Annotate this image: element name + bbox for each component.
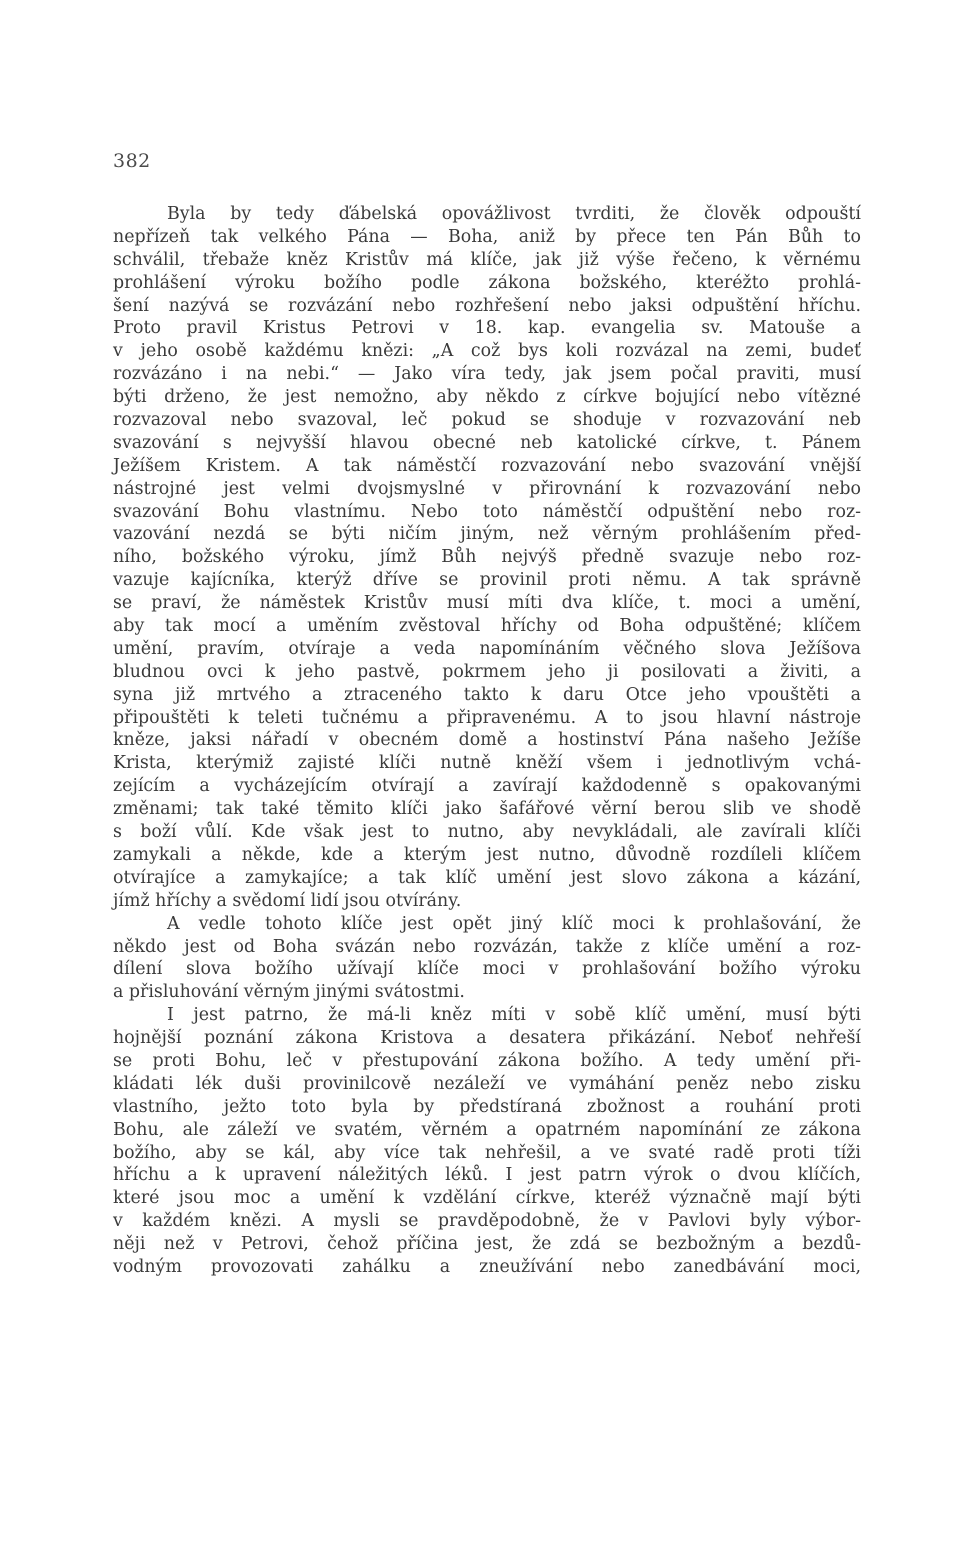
text-line: nepřízeň tak velkého Pána — Boha, aniž by přece ten Pán Bůh to <box>113 226 861 247</box>
text-line: vazuje kajícníka, kterýž dříve se provinil proti němu. A tak správně <box>113 570 861 591</box>
text-line: Proto pravil Kristus Petrovi v 18. kap. evangelia sv. Matouše a <box>113 318 861 339</box>
text-line: hříchu a k upravení náležitých léků. I jest patrn výrok o dvou klíčích, <box>113 1165 861 1186</box>
text-line: prohlášení výroku božího podle zákona božského, kteréžto prohlá- <box>113 272 861 293</box>
text-line: které jsou moc a umění k vzdělání církve, kteréž význačně mají býti <box>113 1188 861 1209</box>
text-line: rozvázáno i na nebi.“ — Jako víra tedy, jak jsem počal praviti, musí <box>113 364 861 385</box>
paragraph-first-line: I jest patrno, že má-li kněz míti v sobě klíč umění, musí býti <box>167 1005 861 1026</box>
text-line: aby tak mocí a uměním zvěstoval hříchy od Boha odpuštěné; klíčem <box>113 616 861 637</box>
paragraph-first-line: Byla by tedy ďábelská opovážlivost tvrditi, že člověk odpouští <box>167 204 861 224</box>
text-line: v jeho osobě každému knězi: „A což bys koli rozvázal na zemi, budeť <box>113 341 861 362</box>
text-line: s boží vůlí. Kde však jest to nutno, aby nevykládali, ale zavírali klíči <box>113 822 861 843</box>
text-line: se praví, že náměstek Kristův musí míti dva klíče, t. moci a umění, <box>113 593 861 614</box>
text-line: otvírajíce a zamykajíce; a tak klíč umění jest slovo zákona a kázání, <box>113 867 861 888</box>
text-line: připouštěti k teleti tučnému a připravenému. A to jsou hlavní nástroje <box>113 707 861 728</box>
text-line: se proti Bohu, leč v přestupování zákona božího. A tedy umění při- <box>113 1050 861 1071</box>
page-number: 382 <box>113 150 151 172</box>
text-line: ního, božského výroku, jímž Bůh nejvýš předně svazuje nebo roz- <box>113 547 861 568</box>
text-line: kládati lék duši provinilcově nezáleží ve vymáhání peněz nebo zisku <box>113 1073 861 1094</box>
text-line: v každém knězi. A mysli se pravděpodobně, že v Pavlovi byly výbor- <box>113 1211 861 1232</box>
text-line: hojnější poznání zákona Kristova a desatera přikázání. Neboť nehřeší <box>113 1028 861 1049</box>
text-line: a přisluhování věrným jinými svátostmi. <box>113 982 465 1003</box>
text-line: vlastního, ježto toto byla by předstíraná zbožnost a rouhání proti <box>113 1096 861 1117</box>
text-line: změnami; tak také těmito klíči jako šafářové věrní berou slib ve shodě <box>113 799 861 820</box>
text-line: někdo jest od Boha svázán nebo rozvázán, takže z klíče umění a roz- <box>113 936 861 957</box>
text-line: Ježíšem Kristem. A tak náměstčí rozvazování nebo svazování vnější <box>113 455 861 476</box>
paragraph-first-line: A vedle tohoto klíče jest opět jiný klíč moci k prohlašování, že <box>167 913 861 934</box>
text-line: něji než v Petrovi, čehož příčina jest, že zdá se bezbožným a bezdů- <box>113 1234 861 1255</box>
text-line: jímž hříchy a svědomí lidí jsou otvírány. <box>113 890 462 911</box>
text-line: svazování s nejvyšší hlavou obecné neb katolické církve, t. Pánem <box>113 432 861 453</box>
text-line: nástrojné jest velmi dvojsmyslné v přirovnání k rozvazování nebo <box>113 478 861 499</box>
text-line: rozvazoval nebo svazoval, leč pokud se shoduje v rozvazování neb <box>113 410 861 431</box>
text-line: Bohu, ale záleží ve svatém, věrném a opatrném napomínání ze zákona <box>113 1119 861 1140</box>
text-line: umění, pravím, otvíraje a veda napomínáním věčného slova Ježíšova <box>113 638 861 659</box>
text-line: božího, aby se kál, aby více tak nehřešil, a ve svaté radě proti tíži <box>113 1142 861 1163</box>
text-line: kněze, jaksi nářadí v obecném domě a hostinství Pána našeho Ježíše <box>113 730 861 751</box>
text-line: šení nazývá se rozvázání nebo rozhřešení nebo jaksi odpuštění hříchu. <box>113 295 861 316</box>
text-line: vazování nezdá se býti ničím jiným, než věrným prohlášením před- <box>113 524 861 545</box>
body-text <box>113 203 861 1279</box>
text-line: dílení slova božího užívají klíče moci v prohlašování božího výroku <box>113 959 861 980</box>
text-line: syna již mrtvého a ztraceného takto k daru Otce jeho vpouštěti a <box>113 684 861 705</box>
text-line: schválil, třebaže kněz Kristův má klíče, jak již výše řečeno, k věrnému <box>113 249 861 270</box>
text-line: zejícím a vycházejícím otvírají a zavírají každodenně s opakovanými <box>113 776 861 797</box>
text-line: bludnou ovci k jeho pastvě, pokrmem jeho ji posilovati a živiti, a <box>113 661 861 682</box>
text-line: Krista, kterýmiž zajisté klíči nutně kněží všem i jednotlivým vchá- <box>113 753 861 774</box>
text-line: býti drženo, že jest nemožno, aby někdo z církve bojující nebo vítězné <box>113 387 861 408</box>
text-line: vodným provozovati zahálku a zneužívání nebo zanedbávání moci, <box>113 1256 861 1277</box>
text-line: svazování Bohu vlastnímu. Nebo toto náměstčí odpuštění nebo roz- <box>113 501 861 522</box>
text-line: zamykali a někde, kde a kterým jest nutno, důvodně rozdíleli klíčem <box>113 844 861 865</box>
